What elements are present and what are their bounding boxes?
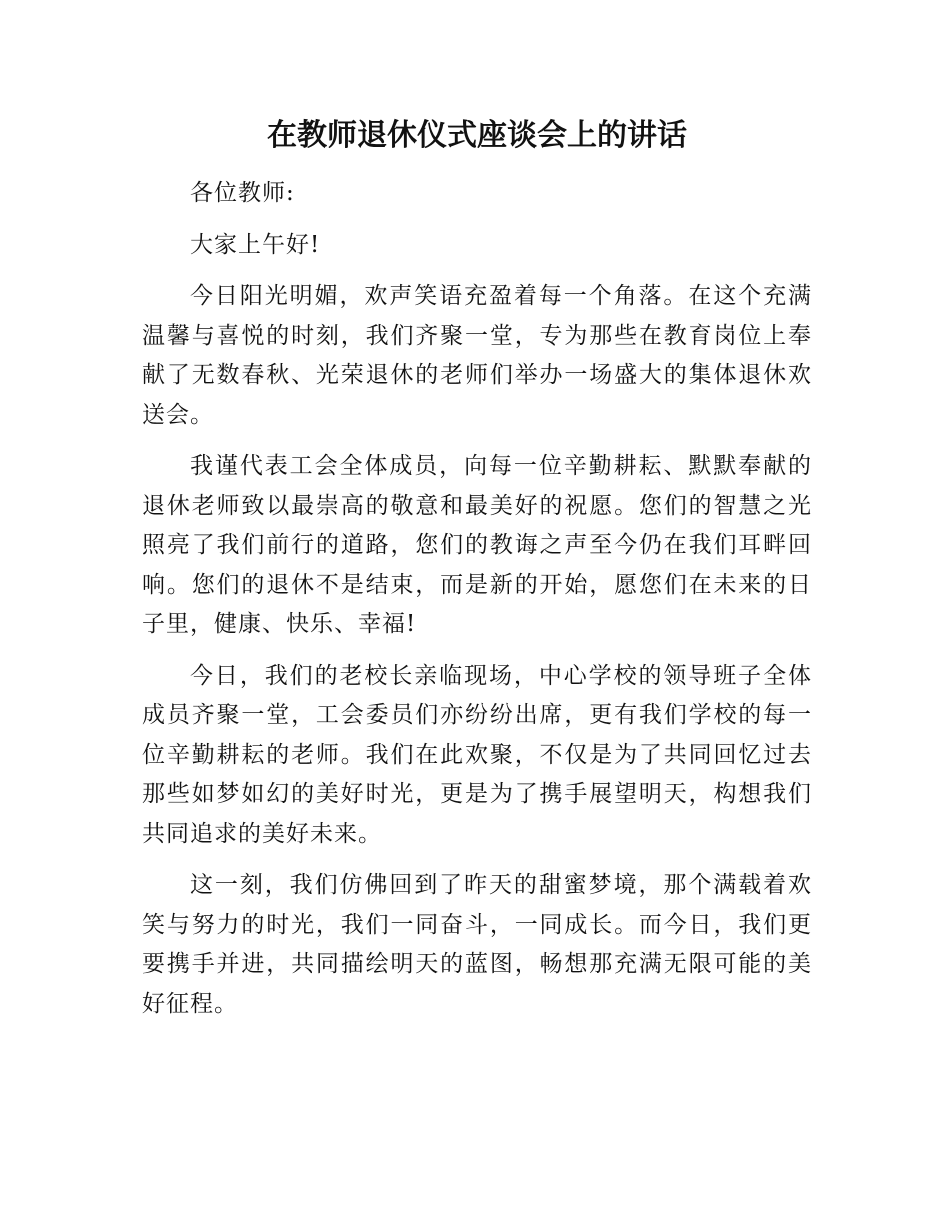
salutation: 各位教师: bbox=[190, 180, 295, 206]
paragraph-attendees: 今日，我们的老校长亲临现场，中心学校的领导班子全体成员齐聚一堂，工会委员们亦纷纷出席，更有我们学校的每一位辛勤耕耘的老师。我们在此欢聚，不仅是为了共同回忆过去那些如梦如幻的美好时光，更是为了携手展望明天，构想我们共同追求的美好未来。 bbox=[142, 662, 812, 847]
paragraph-tribute: 我谨代表工会全体成员，向每一位辛勤耕耘、默默奉献的退休老师致以最崇高的敬意和最美好的祝愿。您们的智慧之光照亮了我们前行的道路，您们的教诲之声至今仍在我们耳畔回响。您们的退休不是结束，而是新的开始，愿您们在未来的日子里，健康、快乐、幸福! bbox=[142, 453, 812, 637]
paragraph-reflection: 这一刻，我们仿佛回到了昨天的甜蜜梦境，那个满载着欢笑与努力的时光，我们一同奋斗，一同成长。而今日，我们更要携手并进，共同描绘明天的蓝图，畅想那充满无限可能的美好征程。 bbox=[142, 872, 812, 1017]
document-title: 在教师退休仪式座谈会上的讲话 bbox=[267, 118, 687, 153]
document-body bbox=[142, 112, 812, 1036]
greeting: 大家上午好! bbox=[190, 231, 321, 258]
paragraph-opening: 今日阳光明媚，欢声笑语充盈着每一个角落。在这个充满温馨与喜悦的时刻，我们齐聚一堂，专为那些在教育岗位上奉献了无数春秋、光荣退休的老师们举办一场盛大的集体退休欢送会。 bbox=[142, 283, 812, 428]
